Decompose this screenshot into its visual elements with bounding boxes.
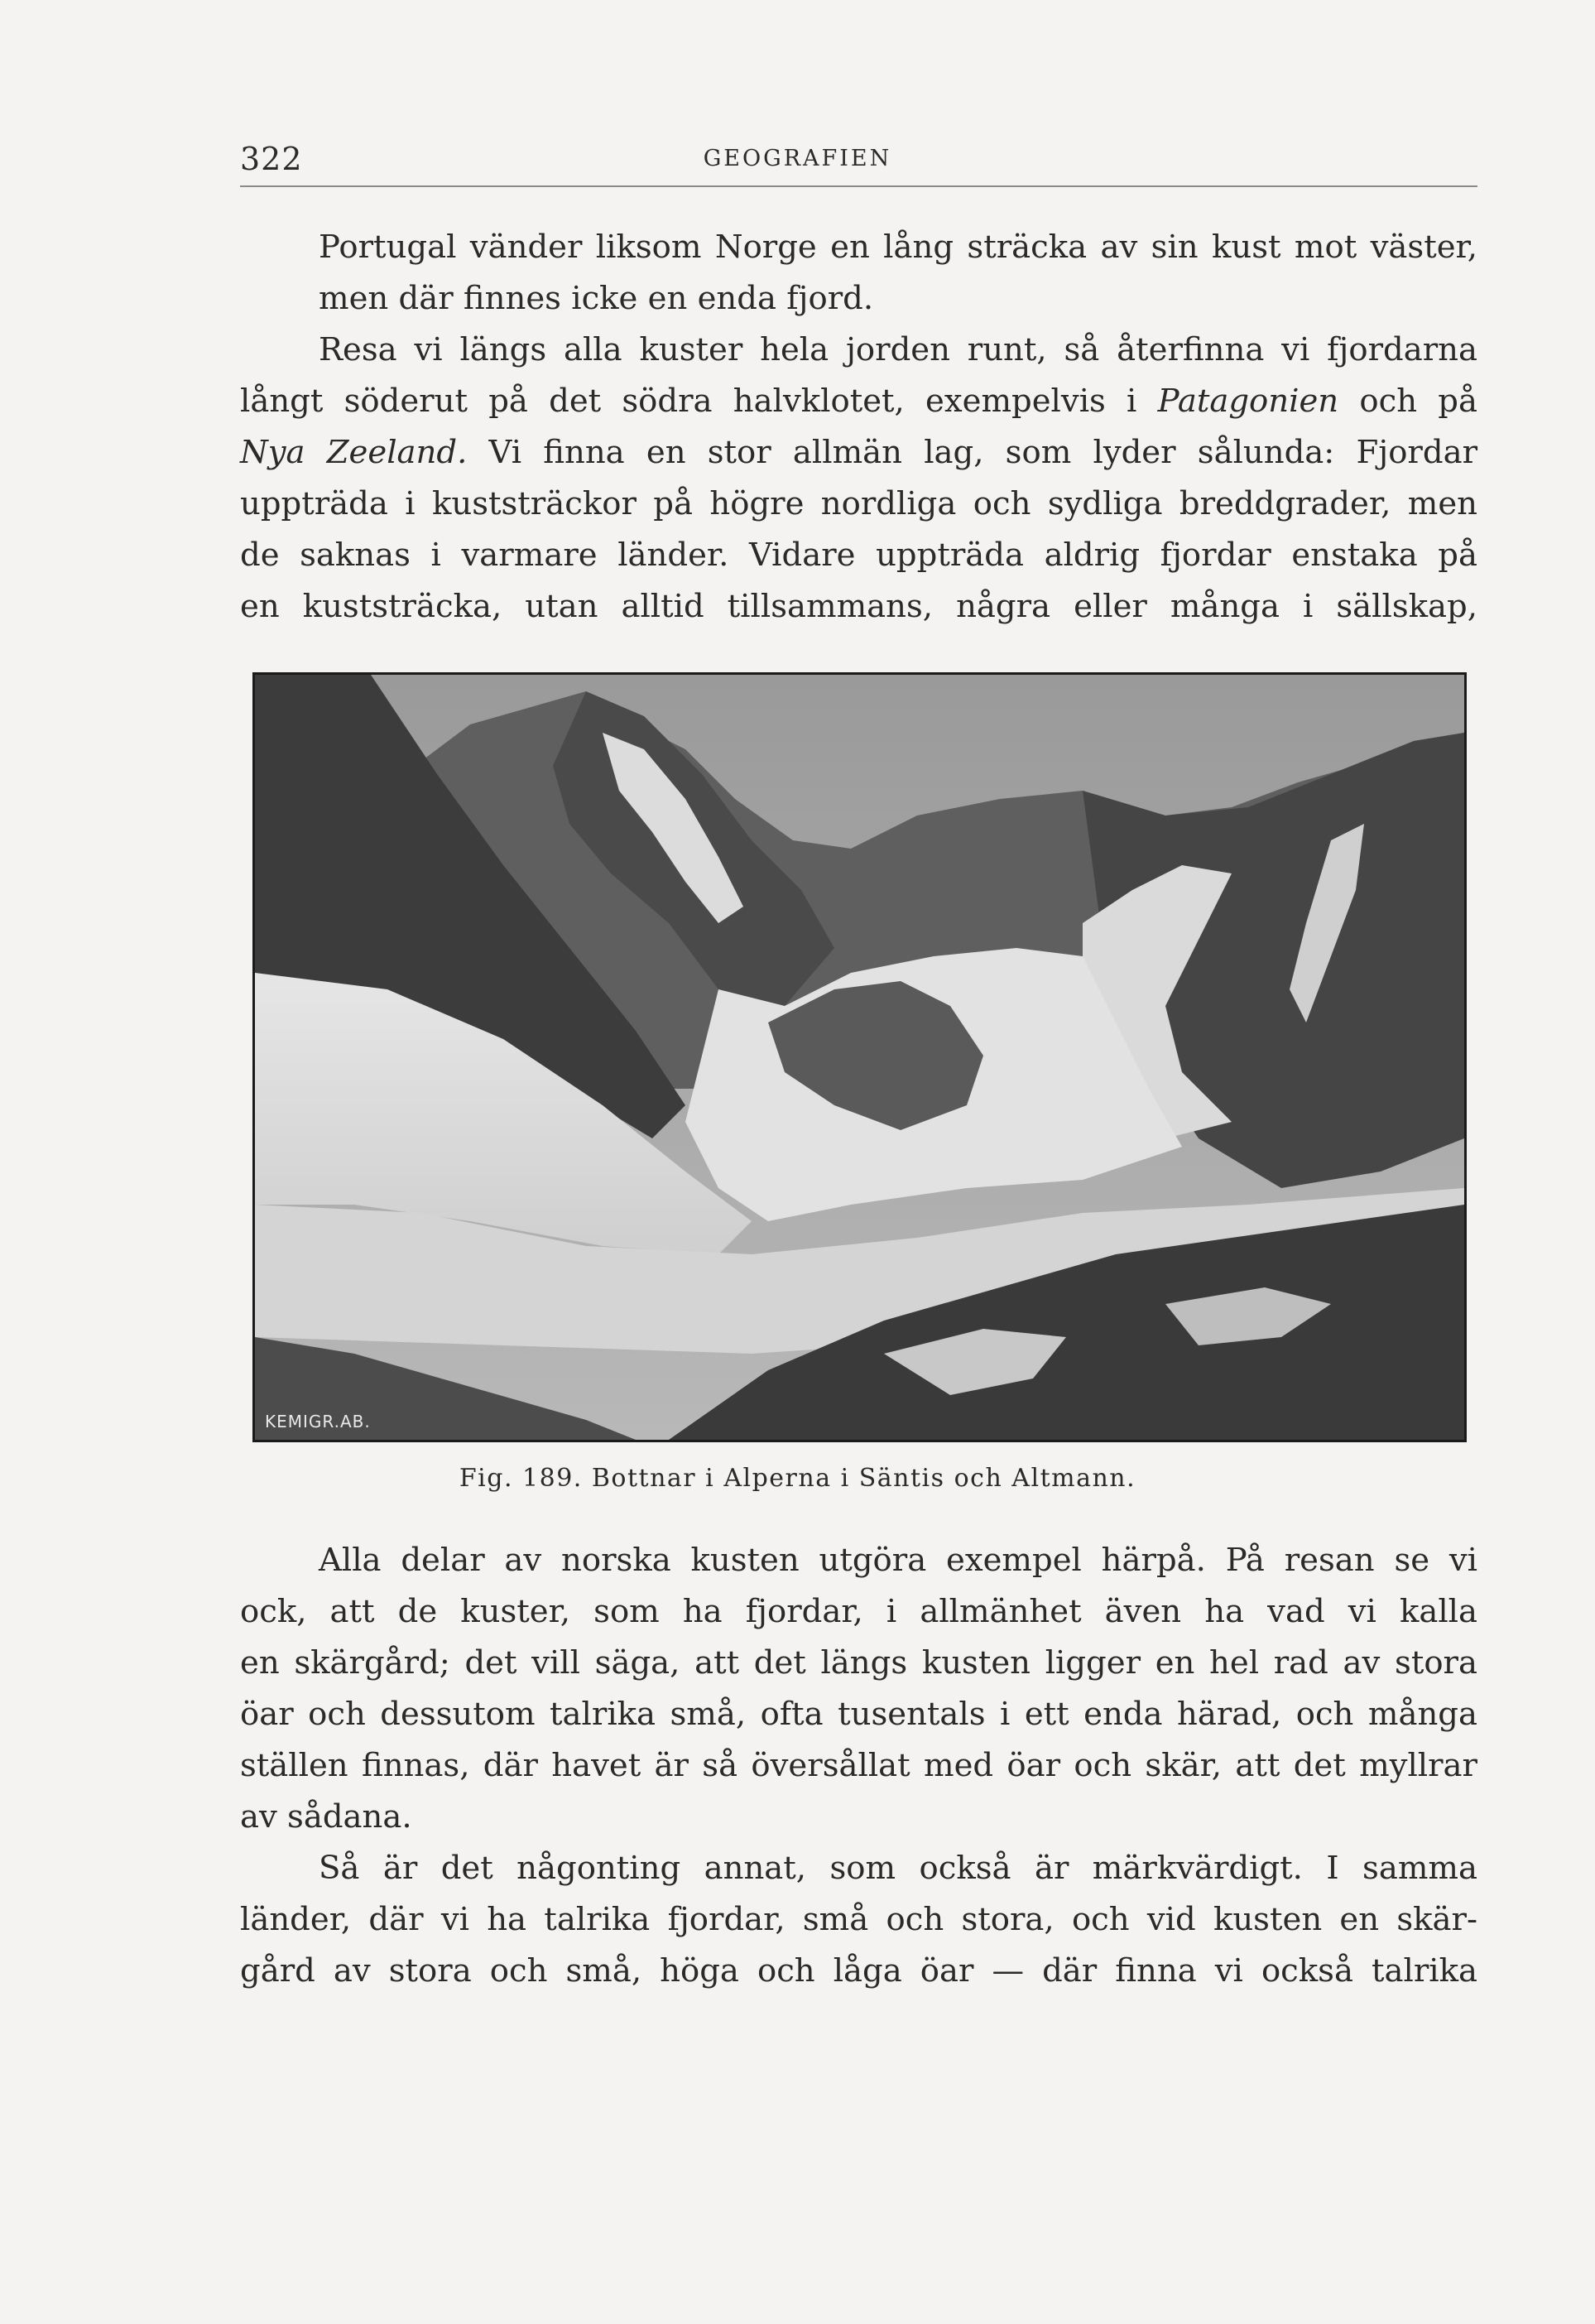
text-line: gård av stora och små, höga och låga öar — där finna vi också talrika bbox=[240, 1952, 1477, 1990]
text-line: ock, att de kuster, som ha fjordar, i allmänhet även ha vad vi kalla bbox=[240, 1593, 1477, 1630]
running-head: GEOGRAFIEN bbox=[703, 146, 892, 171]
text-fragment: och på bbox=[1338, 383, 1477, 420]
paragraph-3 bbox=[240, 1535, 1477, 1843]
text-line: de saknas i varmare länder. Vidare uppträda aldrig fjordar enstaka på bbox=[240, 536, 1477, 574]
text-line bbox=[240, 376, 1477, 427]
italic-place-name: Nya Zeeland. bbox=[240, 434, 468, 471]
text-fragment: Vi finna en stor allmän lag, som lyder sålunda: Fjordar bbox=[467, 434, 1478, 471]
paragraph-1 bbox=[240, 222, 1477, 325]
text-line: länder, där vi ha talrika fjordar, små och stora, och vid kusten en skär- bbox=[240, 1901, 1477, 1938]
text-line: en skärgård; det vill säga, att det längs kusten ligger en hel rad av stora bbox=[240, 1644, 1477, 1682]
engraver-mark: KEMIGR.AB. bbox=[265, 1412, 371, 1431]
text-line: Resa vi längs alla kuster hela jorden runt, så återfinna vi fjordarna bbox=[319, 331, 1477, 368]
text-fragment: långt söderut på det södra halvklotet, exempelvis i bbox=[240, 383, 1158, 420]
text-line bbox=[240, 427, 1477, 479]
italic-place-name: Patagonien bbox=[1157, 383, 1339, 420]
paragraph-4 bbox=[240, 1843, 1477, 1997]
page-number: 322 bbox=[240, 141, 303, 177]
text-line: Så är det någonting annat, som också är märkvärdigt. I samma bbox=[319, 1850, 1477, 1887]
figure-photograph bbox=[252, 672, 1467, 1442]
header-rule bbox=[240, 185, 1477, 187]
figure-caption: Fig. 189. Bottnar i Alperna i Säntis och Altmann. bbox=[459, 1464, 1136, 1493]
text-line: men där finnes icke en enda fjord. bbox=[319, 280, 874, 317]
alpine-cirque-photo bbox=[255, 675, 1464, 1440]
text-line: Portugal vänder liksom Norge en lång sträcka av sin kust mot väster, bbox=[319, 229, 1477, 266]
text-line: av sådana. bbox=[240, 1798, 412, 1836]
text-line: ställen finnas, där havet är så översållat med öar och skär, att det myllrar bbox=[240, 1747, 1477, 1784]
text-line: Alla delar av norska kusten utgöra exempel härpå. På resan se vi bbox=[319, 1542, 1477, 1579]
paragraph-2 bbox=[240, 325, 1477, 633]
text-line: öar och dessutom talrika små, ofta tusentals i ett enda härad, och många bbox=[240, 1696, 1477, 1733]
text-line: uppträda i kuststräckor på högre nordliga och sydliga breddgrader, men bbox=[240, 485, 1477, 522]
text-line: en kuststräcka, utan alltid tillsammans, några eller många i sällskap, bbox=[240, 588, 1477, 625]
